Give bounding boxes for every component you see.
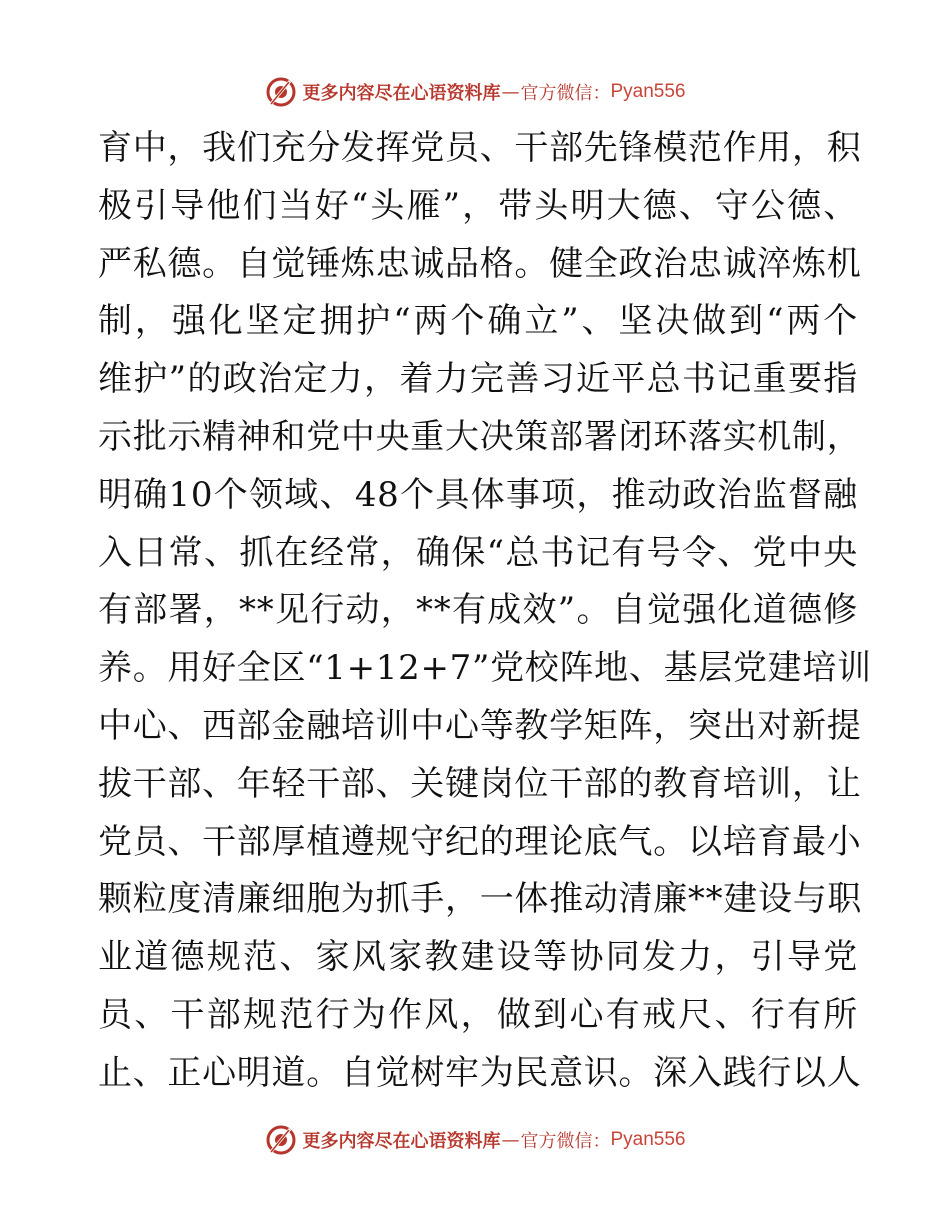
text-line: 中心、西部金融培训中心等教学矩阵，突出对新提 bbox=[98, 705, 862, 746]
text-line: 制，强化坚定拥护“两个确立”、坚决做到“两个 bbox=[98, 301, 858, 342]
text-line: 颗粒度清廉细胞为抓手，一体推动清廉**建设与职 bbox=[98, 879, 863, 920]
banner-text: 更多内容尽在心语资料库 bbox=[302, 83, 501, 104]
text-line: 育中，我们充分发挥党员、干部先锋模范作用，积 bbox=[98, 128, 862, 168]
footer-watermark-banner bbox=[0, 1120, 950, 1160]
wechat-label: 官方微信： bbox=[520, 1131, 611, 1152]
text-line: 有部署，**见行动，**有成效”。自觉强化道德修 bbox=[98, 590, 858, 631]
quill-logo-icon bbox=[264, 1123, 298, 1157]
text-line: 示批示精神和党中央重大决策部署闭环落实机制， bbox=[98, 416, 862, 457]
text-line: 极引导他们当好“头雁”，带头明大德、守公德、 bbox=[98, 185, 858, 226]
text-line: 入日常、抓在经常，确保“总书记有号令、党中央 bbox=[98, 532, 858, 573]
text-line: 明确10个领域、48个具体事项，推动政治监督融 bbox=[98, 474, 858, 515]
document-body bbox=[98, 120, 872, 1103]
wechat-id: Pyan556 bbox=[610, 1129, 686, 1150]
quill-logo-icon bbox=[264, 75, 298, 109]
wechat-label: 官方微信： bbox=[520, 83, 611, 104]
header-watermark-banner bbox=[0, 72, 950, 112]
text-line: 党员、干部厚植遵规守纪的理论底气。以培育最小 bbox=[98, 821, 862, 862]
text-line: 拔干部、年轻干部、关键岗位干部的教育培训，让 bbox=[98, 763, 862, 804]
text-line: 养。用好全区“1+12+7”党校阵地、基层党建培训 bbox=[98, 648, 872, 689]
banner-separator: — bbox=[501, 1129, 520, 1151]
text-line: 员、干部规范行为作风，做到心有戒尺、行有所 bbox=[98, 994, 858, 1035]
text-line: 严私德。自觉锤炼忠诚品格。健全政治忠诚淬炼机 bbox=[98, 243, 862, 284]
text-line: 业道德规范、家风家教建设等协同发力，引导党 bbox=[98, 937, 858, 978]
banner-separator: — bbox=[501, 81, 520, 103]
banner-text: 更多内容尽在心语资料库 bbox=[302, 1131, 501, 1152]
wechat-id: Pyan556 bbox=[610, 81, 686, 102]
text-line: 止、正心明道。自觉树牢为民意识。深入践行以人 bbox=[98, 1052, 862, 1093]
text-line: 维护”的政治定力，着力完善习近平总书记重要指 bbox=[98, 359, 858, 400]
